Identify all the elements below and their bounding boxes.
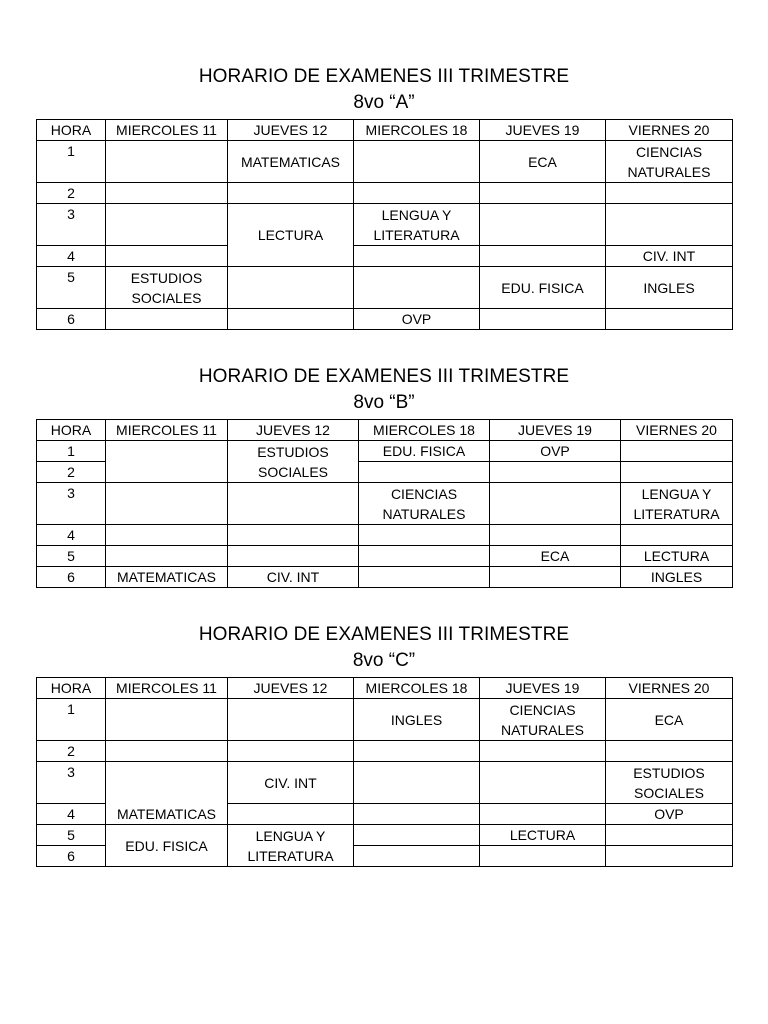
section-subtitle: 8vo “B” <box>353 392 415 413</box>
hour-cell: 1 <box>37 141 106 183</box>
header-cell: JUEVES 19 <box>480 120 606 141</box>
empty-cell <box>106 741 228 762</box>
header-cell: JUEVES 12 <box>228 120 354 141</box>
empty-cell <box>106 183 228 204</box>
empty-cell <box>228 699 354 741</box>
empty-cell <box>480 246 606 267</box>
empty-cell <box>354 846 480 867</box>
empty-cell <box>359 462 490 483</box>
table-row <box>37 699 733 741</box>
hour-cell: 3 <box>37 762 106 804</box>
empty-cell <box>354 183 480 204</box>
exam-cell: EDU. FISICA <box>359 441 490 462</box>
exam-cell: INGLES <box>606 267 733 309</box>
empty-cell <box>621 441 733 462</box>
empty-cell <box>106 441 228 483</box>
schedule-table <box>36 119 733 330</box>
exam-cell: LECTURA <box>621 546 733 567</box>
hour-cell: 4 <box>37 246 106 267</box>
header-cell: MIERCOLES 18 <box>354 678 480 699</box>
empty-cell <box>480 183 606 204</box>
header-cell: MIERCOLES 11 <box>106 420 228 441</box>
exam-cell: MATEMATICAS <box>106 762 228 825</box>
table-row <box>37 567 733 588</box>
empty-cell <box>480 846 606 867</box>
empty-cell <box>480 762 606 804</box>
empty-cell <box>106 204 228 246</box>
empty-cell <box>480 804 606 825</box>
empty-cell <box>480 309 606 330</box>
header-cell: MIERCOLES 18 <box>354 120 480 141</box>
empty-cell <box>490 483 621 525</box>
empty-cell <box>106 309 228 330</box>
hour-cell: 5 <box>37 546 106 567</box>
exam-cell: INGLES <box>354 699 480 741</box>
header-cell: HORA <box>37 678 106 699</box>
header-cell: JUEVES 12 <box>228 420 359 441</box>
empty-cell <box>606 825 733 846</box>
header-cell: VIERNES 20 <box>606 678 733 699</box>
schedule-section-b <box>36 364 732 588</box>
table-row <box>37 762 733 804</box>
header-cell: HORA <box>37 420 106 441</box>
empty-cell <box>354 267 480 309</box>
hour-cell: 2 <box>37 462 106 483</box>
empty-cell <box>359 567 490 588</box>
empty-cell <box>228 483 359 525</box>
exam-cell: EDU. FISICA <box>106 825 228 867</box>
schedule-section-a <box>36 64 732 330</box>
hour-cell: 2 <box>37 183 106 204</box>
empty-cell <box>359 525 490 546</box>
empty-cell <box>106 141 228 183</box>
header-cell: JUEVES 19 <box>480 678 606 699</box>
exam-cell: ESTUDIOS SOCIALES <box>606 762 733 804</box>
exam-cell: ESTUDIOS SOCIALES <box>106 267 228 309</box>
header-cell: MIERCOLES 18 <box>359 420 490 441</box>
hour-cell: 3 <box>37 483 106 525</box>
empty-cell <box>606 309 733 330</box>
hour-cell: 6 <box>37 309 106 330</box>
exam-cell: INGLES <box>621 567 733 588</box>
hour-cell: 6 <box>37 567 106 588</box>
empty-cell <box>228 741 354 762</box>
schedule-table <box>36 419 733 588</box>
header-cell: JUEVES 12 <box>228 678 354 699</box>
exam-cell: ECA <box>490 546 621 567</box>
header-cell: VIERNES 20 <box>621 420 733 441</box>
hour-cell: 4 <box>37 804 106 825</box>
empty-cell <box>228 804 354 825</box>
table-row <box>37 525 733 546</box>
section-subtitle: 8vo “C” <box>352 650 416 671</box>
table-row <box>37 309 733 330</box>
hour-cell: 3 <box>37 204 106 246</box>
table-row <box>37 183 733 204</box>
empty-cell <box>606 204 733 246</box>
header-row <box>37 678 733 699</box>
exam-cell: CIV. INT <box>228 762 354 804</box>
table-row <box>37 483 733 525</box>
empty-cell <box>606 846 733 867</box>
table-row <box>37 246 733 267</box>
empty-cell <box>228 267 354 309</box>
empty-cell <box>480 741 606 762</box>
empty-cell <box>354 804 480 825</box>
section-subtitle: 8vo “A” <box>353 92 415 113</box>
empty-cell <box>354 762 480 804</box>
table-row <box>37 141 733 183</box>
exam-cell: LECTURA <box>480 825 606 846</box>
exam-cell: MATEMATICAS <box>106 567 228 588</box>
hour-cell: 5 <box>37 825 106 846</box>
section-title: HORARIO DE EXAMENES III TRIMESTRE <box>198 624 570 645</box>
exam-cell: ECA <box>480 141 606 183</box>
empty-cell <box>621 525 733 546</box>
empty-cell <box>621 462 733 483</box>
schedule-table <box>36 677 733 867</box>
header-row <box>37 120 733 141</box>
empty-cell <box>490 567 621 588</box>
schedule-section-c <box>36 622 732 867</box>
empty-cell <box>106 546 228 567</box>
empty-cell <box>228 183 354 204</box>
header-cell: VIERNES 20 <box>606 120 733 141</box>
table-row <box>37 741 733 762</box>
table-row <box>37 441 733 462</box>
empty-cell <box>228 309 354 330</box>
empty-cell <box>354 246 480 267</box>
empty-cell <box>106 246 228 267</box>
header-cell: MIERCOLES 11 <box>106 678 228 699</box>
hour-cell: 6 <box>37 846 106 867</box>
hour-cell: 2 <box>37 741 106 762</box>
empty-cell <box>354 141 480 183</box>
header-cell: JUEVES 19 <box>490 420 621 441</box>
exam-cell: CIENCIAS NATURALES <box>606 141 733 183</box>
header-row <box>37 420 733 441</box>
table-row <box>37 546 733 567</box>
hour-cell: 5 <box>37 267 106 309</box>
exam-cell: OVP <box>606 804 733 825</box>
header-cell: MIERCOLES 11 <box>106 120 228 141</box>
section-title: HORARIO DE EXAMENES III TRIMESTRE <box>198 366 570 387</box>
empty-cell <box>228 546 359 567</box>
exam-cell: LECTURA <box>228 204 354 267</box>
empty-cell <box>490 525 621 546</box>
exam-cell: ECA <box>606 699 733 741</box>
empty-cell <box>106 483 228 525</box>
exam-cell: ESTUDIOS SOCIALES <box>228 441 359 483</box>
empty-cell <box>106 699 228 741</box>
exam-cell: CIENCIAS NATURALES <box>480 699 606 741</box>
empty-cell <box>354 741 480 762</box>
empty-cell <box>354 825 480 846</box>
hour-cell: 1 <box>37 441 106 462</box>
table-row <box>37 825 733 846</box>
empty-cell <box>106 525 228 546</box>
hour-cell: 1 <box>37 699 106 741</box>
exam-cell: OVP <box>354 309 480 330</box>
section-title: HORARIO DE EXAMENES III TRIMESTRE <box>198 66 570 87</box>
hour-cell: 4 <box>37 525 106 546</box>
empty-cell <box>359 546 490 567</box>
empty-cell <box>480 204 606 246</box>
exam-cell: MATEMATICAS <box>228 141 354 183</box>
empty-cell <box>606 183 733 204</box>
exam-cell: LENGUA Y LITERATURA <box>354 204 480 246</box>
header-cell: HORA <box>37 120 106 141</box>
empty-cell <box>606 741 733 762</box>
exam-cell: LENGUA Y LITERATURA <box>621 483 733 525</box>
table-row <box>37 267 733 309</box>
empty-cell <box>228 525 359 546</box>
exam-cell: CIENCIAS NATURALES <box>359 483 490 525</box>
exam-cell: LENGUA Y LITERATURA <box>228 825 354 867</box>
exam-cell: EDU. FISICA <box>480 267 606 309</box>
exam-cell: OVP <box>490 441 621 462</box>
table-row <box>37 204 733 246</box>
exam-cell: CIV. INT <box>606 246 733 267</box>
exam-cell: CIV. INT <box>228 567 359 588</box>
empty-cell <box>490 462 621 483</box>
